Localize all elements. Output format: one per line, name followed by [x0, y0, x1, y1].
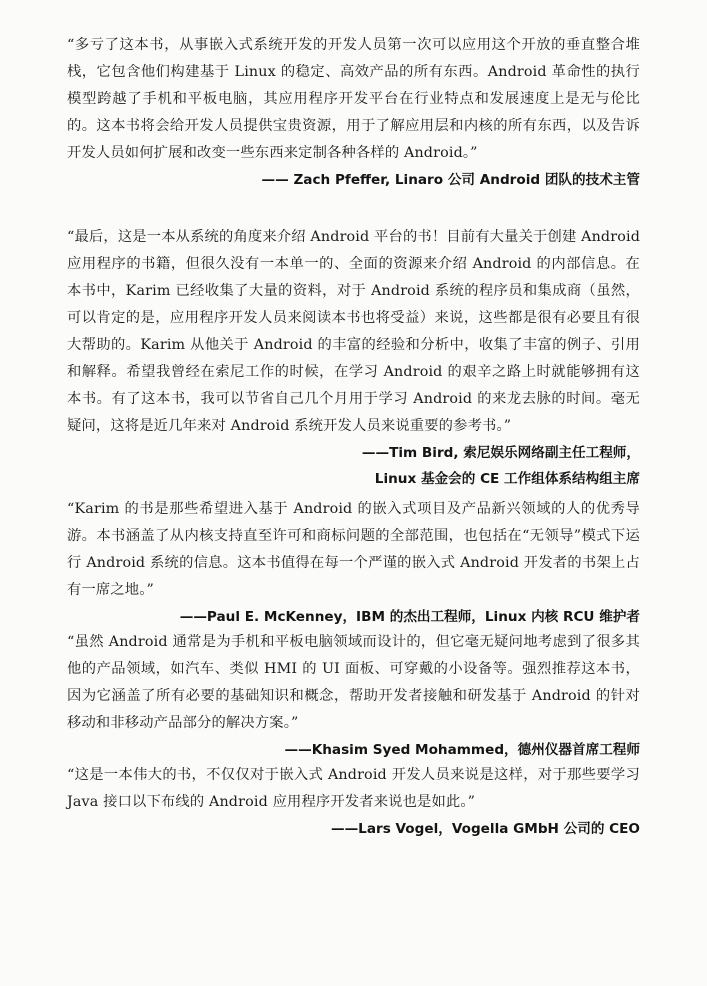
quote-tim-bird — [67, 224, 640, 492]
quote-text: “最后，这是一本从系统的角度来介绍 Android 平台的书！目前有大量关于创建 Android 应用程序的书籍，但很久没有一本单一的、全面的资源来介绍 Android 的内部信息。在本书中，Karim 已经收集了大量的资料，对于 Android 系统的程序员和集成商（虽然，可以肯定的是，应用程序开发人员来阅读本书也将受益）来说，这些都是很有必要且有很大帮助的。Karim 从他关于 Android 的丰富的经验和分析中，收集了丰富的例子、引用和解释。希望我曾经在索尼工作的时候，在学习 Android 的艰辛之路上时就能够拥有这本书。有了这本书，我可以节省自己几个月用于学习 Android 的来龙去脉的时间。毫无疑问，这将是近几年来对 Android 系统开发人员来说重要的参考书。” — [67, 229, 640, 434]
quote-attribution-line-2: Linux 基金会的 CE 工作组体系结构组主席 — [374, 471, 640, 487]
quote-attribution: ——Khasim Syed Mohammed，德州仪器首席工程师 — [284, 742, 640, 758]
quote-attribution: ——Paul E. McKenney，IBM 的杰出工程师，Linux 内核 RCU 维护者 — [179, 609, 640, 625]
quote-zach-pfeffer — [67, 32, 640, 193]
quote-text: “虽然 Android 通常是为手机和平板电脑领域而设计的，但它毫无疑问地考虑到了很多其他的产品领域，如汽车、类似 HMI 的 UI 面板、可穿戴的小设备等。强烈推荐这本书，因为它涵盖了所有必要的基础知识和概念，帮助开发者接触和研发基于 Android 的针对移动和非移动产品部分的解决方案。” — [67, 634, 640, 731]
quote-text: “这是一本伟大的书，不仅仅对于嵌入式 Android 开发人员来说是这样，对于那些要学习 Java 接口以下布线的 Android 应用程序开发者来说也是如此。” — [67, 767, 640, 810]
quote-text: “多亏了这本书，从事嵌入式系统开发的开发人员第一次可以应用这个开放的垂直整合堆栈，它包含他们构建基于 Linux 的稳定、高效产品的所有东西。Android 革命性的执行模型跨越了手机和平板电脑，其应用程序开发平台在行业特点和发展速度上是无与伦比的。这本书将会给开发人员提供宝贵资源，用于了解应用层和内核的所有东西，以及告诉开发人员如何扩展和改变一些东西来定制各种各样的 Android。” — [67, 37, 640, 161]
quote-text: “Karim 的书是那些希望进入基于 Android 的嵌入式项目及产品新兴领域的人的优秀导游。本书涵盖了从内核支持直至许可和商标问题的全部范围，也包括在“无领导”模式下运行 Android 系统的信息。这本书值得在每一个严谨的嵌入式 Android 开发者的书架上占有一席之地。” — [67, 501, 640, 598]
quote-attribution: —— Zach Pfeffer, Linaro 公司 Android 团队的技术主管 — [261, 172, 640, 188]
quote-khasim-syed-mohammed — [67, 629, 640, 763]
quote-attribution: ——Tim Bird, 索尼娱乐网络副主任工程师， — [361, 445, 640, 461]
quote-paul-mckenney — [67, 496, 640, 630]
quote-attribution: ——Lars Vogel，Vogella GMbH 公司的 CEO — [330, 821, 640, 837]
quote-lars-vogel — [67, 762, 640, 842]
